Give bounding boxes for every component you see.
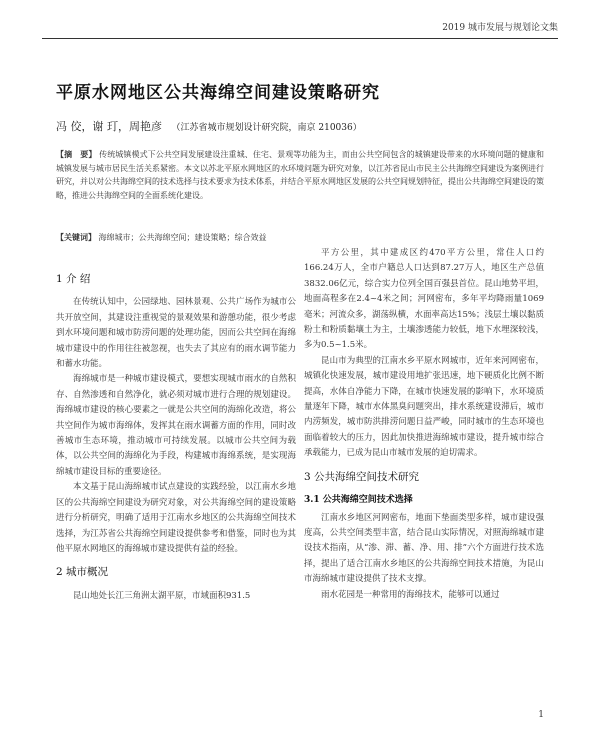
- author-names: 冯 佼，谢 玎，周艳彦: [56, 120, 162, 133]
- keywords-label: 【关键词】: [56, 232, 96, 242]
- running-header: 2019 城市发展与规划论文集: [442, 23, 558, 33]
- right-column: [304, 246, 544, 603]
- author-affiliation: （江苏省城市规划设计研究院，南京 210036）: [171, 123, 362, 133]
- paper-title: 平原水网地区公共海绵空间建设策略研究: [56, 83, 380, 103]
- section-heading-intro: 1 介 绍: [56, 273, 91, 285]
- paragraph: 本文基于昆山海绵城市试点建设的实践经验，以江南水乡地区的公共海绵空间建设为研究对象，对公共海绵空间的建设策略进行分析研究，明确了适用于江南水乡地区的公共海绵空间技术选择，为江苏省公共海绵空间建设提供参考和借鉴，同时也为其他平原水网地区的海绵城市建设提供有益的经验。: [56, 482, 296, 554]
- section-heading-overview: 2 城市概况: [56, 566, 109, 579]
- paragraph: 海绵城市是一种城市建设模式，要想实现城市雨水的自然积存、自然渗透和自然净化，就必须对城市进行合理的规划建设。海绵城市建设的核心要素之一就是公共空间的海绵化改造，将公共空间作为城市海绵体，发挥其在雨水调蓄方面的作用，同时改善城市生态环境，推动城市可持续发展。以城市公共空间为载体，以公共空间的海绵化为手段，构建城市海绵系统，是实现海绵城市建设目标的重要途径。: [56, 374, 296, 477]
- abstract: [56, 148, 544, 202]
- abstract-label: 【摘 要】: [56, 149, 97, 159]
- paragraph: 平方公里，其中建成区约470平方公里，常住人口约166.24万人，全市户籍总人口达到87.27万人，地区生产总值3832.06亿元，综合实力位列全国百强县首位。昆山地势平坦，地面高程多在2.4~4米之间；河网密布，多年平均降雨量1069毫米；河流众多，湖荡纵横，水面率高达15%；浅层土壤以黏质粉土和粉质黏壤土为主，土壤渗透能力较低，地下水埋深较浅，多为0.5~1.5米。: [304, 248, 544, 351]
- paragraph: 雨水花园是一种常用的海绵技术，能够可以通过: [321, 589, 500, 600]
- keywords-text: 海绵城市；公共海绵空间；建设策略；综合效益: [98, 233, 267, 242]
- paragraph: 昆山市为典型的江南水乡平原水网城市，近年来河网密布，城镇化快速发展，城市建设用地扩张迅速，地下硬质化比例不断提高，水体自净能力下降，在城市快速发展的影响下，水环境质量逐年下降，城市水体黑臭问题突出，排水系统建设滞后，城市内涝频发，城市防洪排涝问题日益严峻，同时城市的生态环境也面临着较大的压力，因此加快推进海绵城市建设，提升城市综合承载能力，已成为昆山市城市发展的迫切需求。: [304, 355, 544, 459]
- paragraph: 昆山地处长江三角洲太湖平原，市域面积931.5: [73, 590, 251, 601]
- keywords: [56, 232, 544, 243]
- header-rule: [42, 38, 558, 39]
- paragraph: 江南水乡地区河网密布，地面下垫面类型多样，城市建设强度高，公共空间类型丰富，结合昆山实际情况，对照海绵城市建设技术指南，从“渗、滞、蓄、净、用、排”六个方面进行技术选择，提出了适合江南水乡地区的公共海绵空间技术措施，为昆山市海绵城市建设提供了技术支撑。: [304, 512, 544, 585]
- left-column: [56, 264, 296, 604]
- paragraph: 在传统认知中，公园绿地、园林景观、公共广场作为城市公共开放空间，其建设注重视觉的景观效果和游憩功能，很少考虑到水环境问题和城市防涝问题的处理功能，因而公共空间在海绵城市建设中的作用往往被忽视，也失去了其应有的雨水调节能力和蓄水功能。: [56, 297, 296, 370]
- section-heading-tech: 3 公共海绵空间技术研究: [304, 470, 420, 483]
- subsection-heading: 3.1 公共海绵空间技术选择: [304, 495, 413, 506]
- abstract-text: 传统城镇模式下公共空间发展建设注重城、住宅、景观等功能为主，而由公共空间包含的城镇建设带来的水环境问题的健康和城镇发展与城市居民生活关系紧密。本文以苏北平原水网地区的水环境问题为研究对象，以江苏省昆山市民主公共海绵空间建设为案例进行研究，并以对公共海绵空间的技术选择与技术要求为技术体系，并结合平原水网地区发展的公共空间规划特征，提出公共海绵空间建设的策略，推进公共海绵空间的全面系统化建设。: [56, 150, 545, 200]
- author-line: [56, 118, 362, 134]
- page-number: 1: [538, 710, 544, 720]
